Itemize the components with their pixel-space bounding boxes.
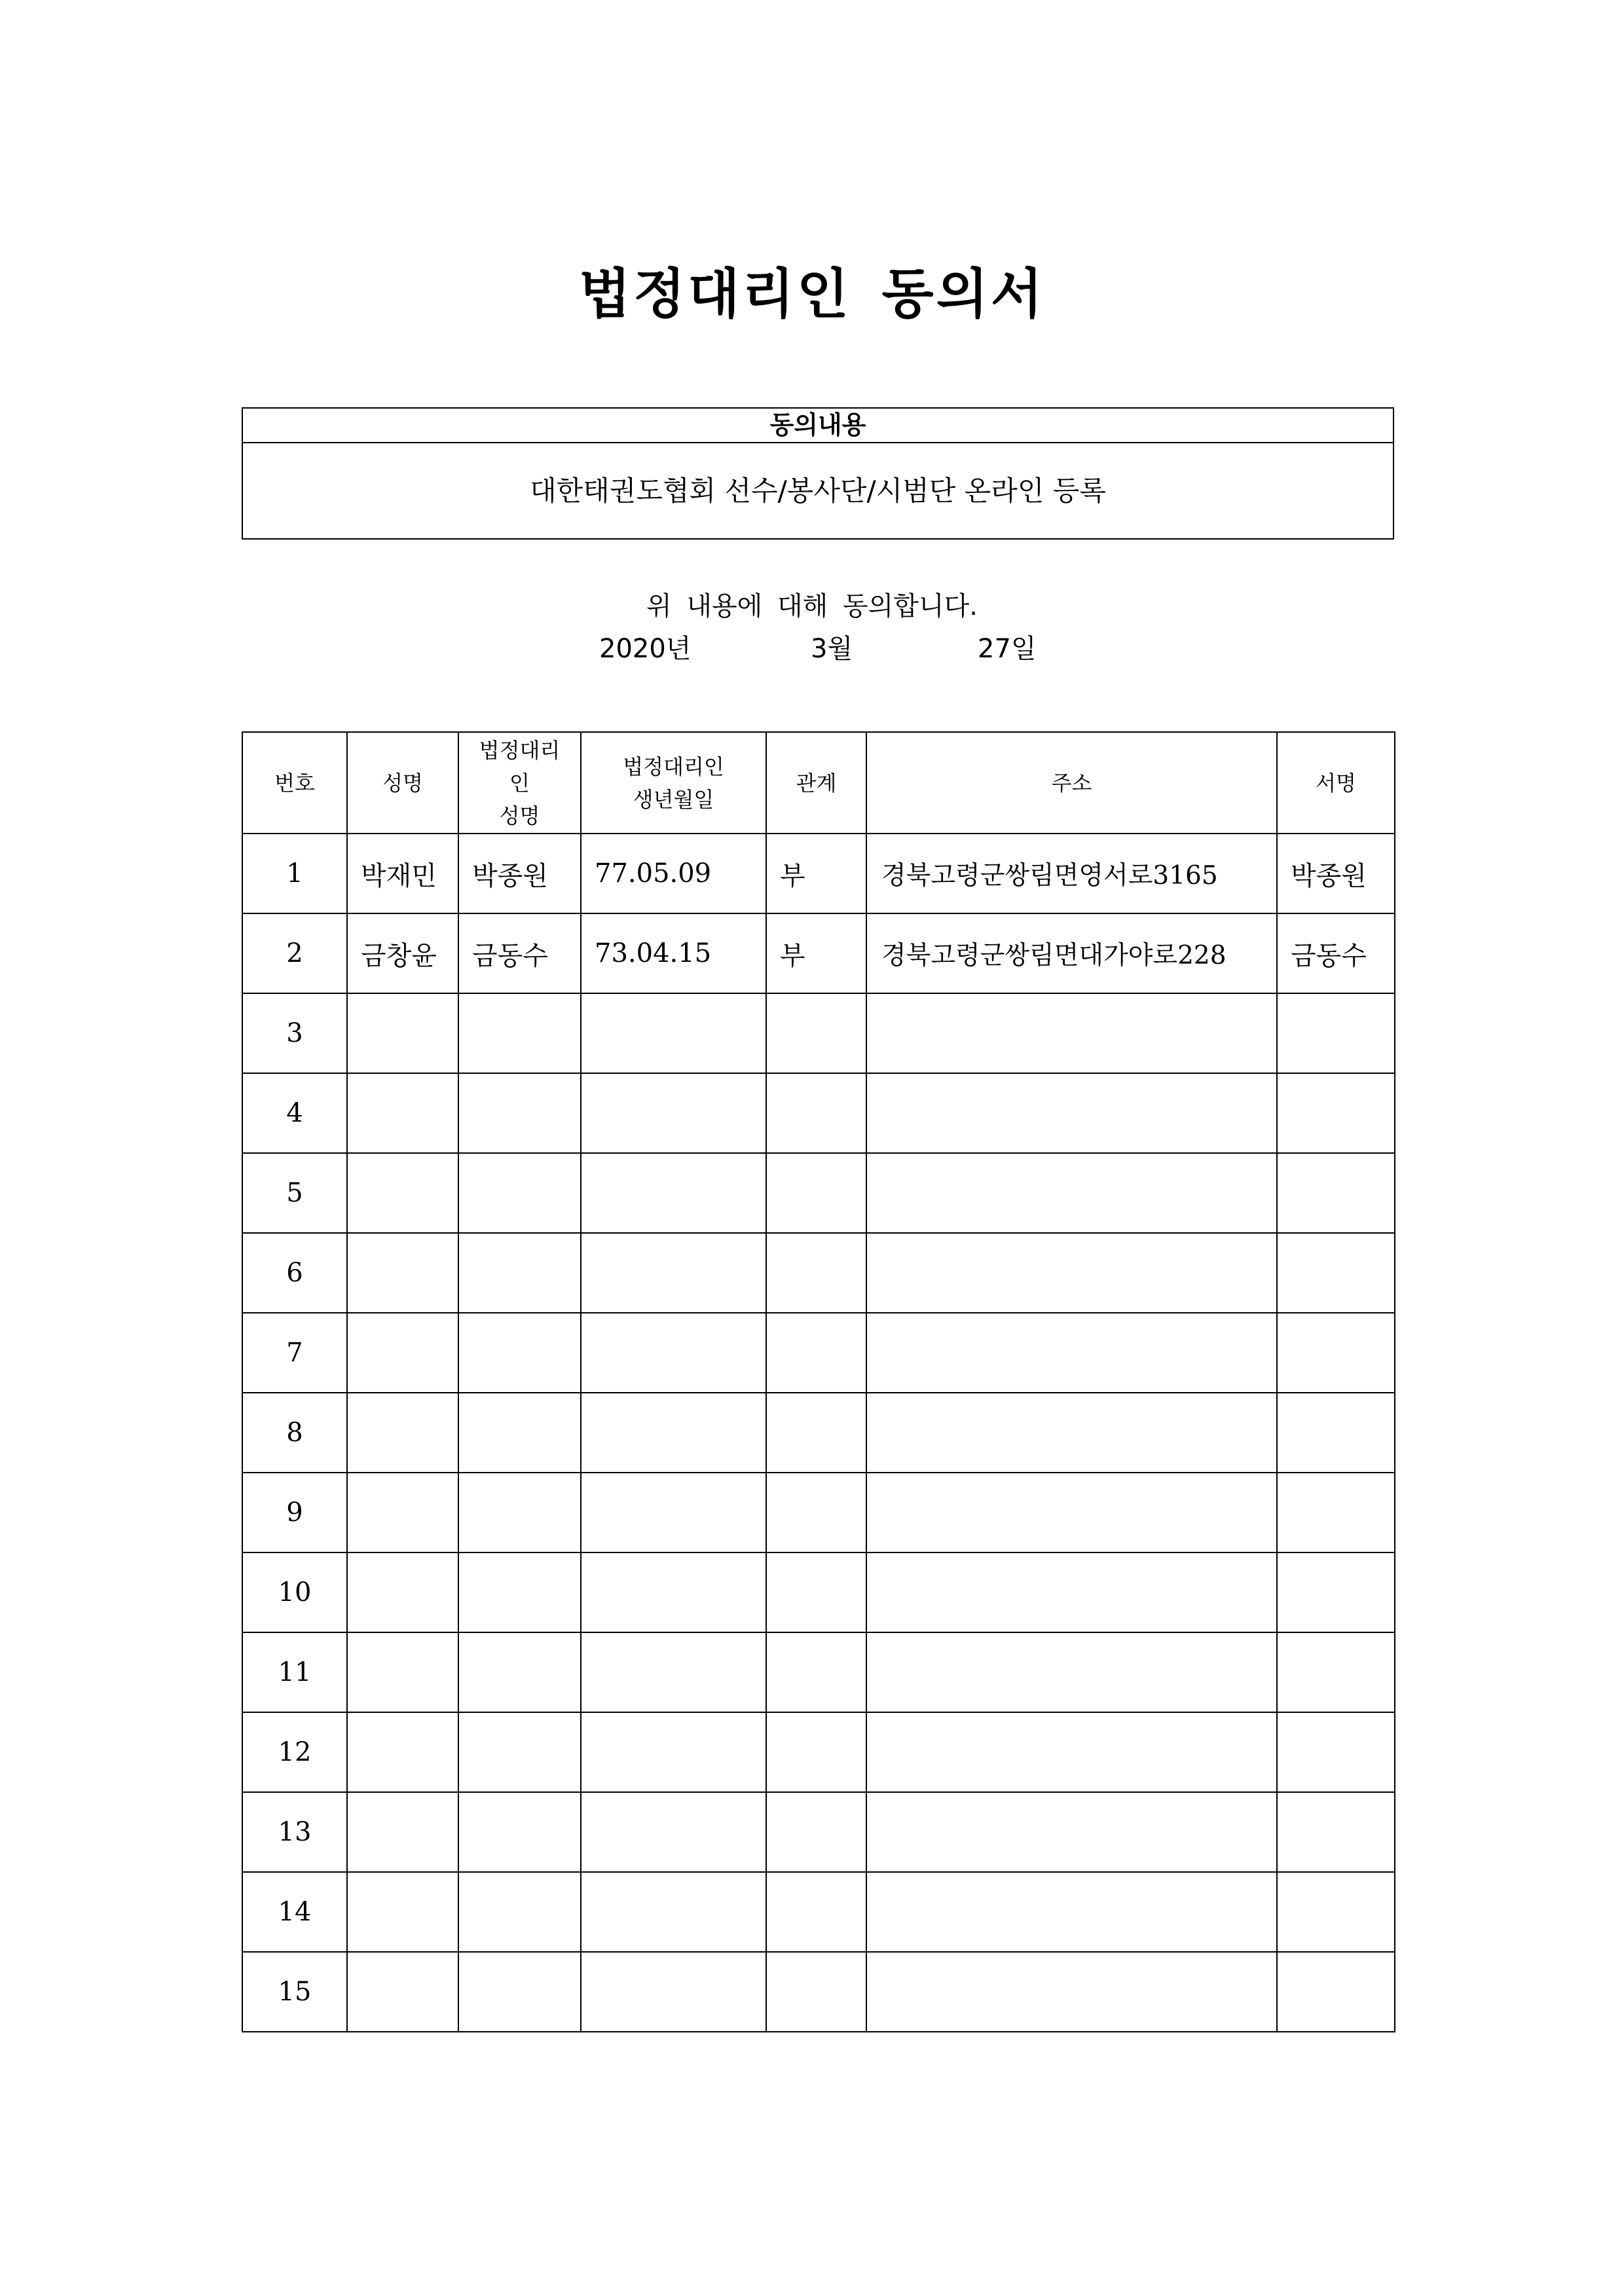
cell-guardian-birth	[581, 1632, 766, 1712]
cell-guardian-birth	[581, 1712, 766, 1792]
header-signature: 서명	[1277, 732, 1395, 834]
cell-name	[347, 1792, 458, 1872]
cell-relation	[766, 1792, 866, 1872]
table-row	[242, 1552, 1395, 1632]
cell-guardian-birth	[581, 1952, 766, 2032]
cell-relation	[766, 1872, 866, 1952]
cell-number: 1	[242, 834, 347, 913]
header-relation: 관계	[766, 732, 866, 834]
cell-signature	[1277, 1073, 1395, 1153]
cell-guardian-name	[458, 1872, 581, 1952]
cell-name	[347, 1552, 458, 1632]
table-row	[242, 1233, 1395, 1313]
cell-address	[866, 1153, 1277, 1233]
cell-guardian-birth	[581, 1473, 766, 1552]
cell-guardian-birth	[581, 1872, 766, 1952]
cell-number: 3	[242, 993, 347, 1073]
cell-name: 금창윤	[347, 913, 458, 993]
cell-guardian-name	[458, 1952, 581, 2032]
cell-address	[866, 993, 1277, 1073]
cell-guardian-name	[458, 993, 581, 1073]
table-row	[242, 1792, 1395, 1872]
cell-guardian-birth	[581, 993, 766, 1073]
cell-guardian-name	[458, 1473, 581, 1552]
cell-signature	[1277, 1952, 1395, 2032]
consent-header: 동의내용	[243, 409, 1393, 443]
cell-guardian-name	[458, 1792, 581, 1872]
cell-signature: 박종원	[1277, 834, 1395, 913]
cell-signature	[1277, 1393, 1395, 1473]
cell-signature	[1277, 1233, 1395, 1313]
cell-relation	[766, 1233, 866, 1313]
cell-signature	[1277, 993, 1395, 1073]
header-number: 번호	[242, 732, 347, 834]
consent-content: 대한태권도협회 선수/봉사단/시범단 온라인 등록	[530, 475, 1106, 507]
cell-signature	[1277, 1792, 1395, 1872]
cell-signature	[1277, 1153, 1395, 1233]
cell-guardian-name: 박종원	[458, 834, 581, 913]
cell-name	[347, 1393, 458, 1473]
cell-guardian-birth: 77.05.09	[581, 834, 766, 913]
cell-number: 13	[242, 1792, 347, 1872]
cell-relation	[766, 993, 866, 1073]
table-row	[242, 1153, 1395, 1233]
cell-number: 11	[242, 1632, 347, 1712]
consent-box	[242, 407, 1394, 540]
header-address: 주소	[866, 732, 1277, 834]
cell-number: 14	[242, 1872, 347, 1952]
cell-guardian-name	[458, 1073, 581, 1153]
header-guardian-birth-line2: 생년월일	[633, 786, 714, 812]
cell-name: 박재민	[347, 834, 458, 913]
cell-name	[347, 1153, 458, 1233]
cell-signature	[1277, 1632, 1395, 1712]
cell-relation	[766, 1153, 866, 1233]
date-month: 3월	[811, 634, 853, 664]
table-row	[242, 1393, 1395, 1473]
cell-name	[347, 1952, 458, 2032]
cell-name	[347, 1473, 458, 1552]
cell-address	[866, 1473, 1277, 1552]
header-guardian-name-line2: 인	[509, 770, 530, 796]
cell-address: 경북고령군쌍림면영서로3165	[866, 834, 1277, 913]
cell-signature	[1277, 1872, 1395, 1952]
cell-name	[347, 1073, 458, 1153]
cell-name	[347, 1632, 458, 1712]
header-guardian-name	[458, 732, 581, 834]
cell-guardian-name	[458, 1712, 581, 1792]
header-guardian-birth-line1: 법정대리인	[623, 754, 724, 779]
cell-relation	[766, 1632, 866, 1712]
table-row	[242, 834, 1395, 913]
header-name: 성명	[347, 732, 458, 834]
cell-name	[347, 1233, 458, 1313]
cell-number: 10	[242, 1552, 347, 1632]
cell-signature: 금동수	[1277, 913, 1395, 993]
cell-relation	[766, 1393, 866, 1473]
cell-name	[347, 1313, 458, 1393]
cell-number: 6	[242, 1233, 347, 1313]
cell-address	[866, 1233, 1277, 1313]
cell-signature	[1277, 1473, 1395, 1552]
cell-number: 15	[242, 1952, 347, 2032]
cell-relation	[766, 1073, 866, 1153]
cell-address	[866, 1792, 1277, 1872]
table-row	[242, 1632, 1395, 1712]
cell-relation	[766, 1552, 866, 1632]
date-day: 27일	[978, 634, 1037, 664]
table-row	[242, 1872, 1395, 1952]
cell-guardian-name: 금동수	[458, 913, 581, 993]
cell-address	[866, 1313, 1277, 1393]
cell-relation	[766, 1313, 866, 1393]
cell-name	[347, 1712, 458, 1792]
cell-guardian-name	[458, 1313, 581, 1393]
cell-address	[866, 1552, 1277, 1632]
cell-address	[866, 1073, 1277, 1153]
agreement-text: 위 내용에 대해 동의합니다.	[646, 591, 978, 621]
cell-signature	[1277, 1712, 1395, 1792]
table-row	[242, 1712, 1395, 1792]
date-year: 2020년	[599, 634, 692, 664]
cell-name	[347, 1872, 458, 1952]
header-guardian-name-line1: 법정대리	[479, 737, 561, 763]
header-guardian-name-line3: 성명	[499, 803, 540, 828]
cell-address	[866, 1872, 1277, 1952]
cell-number: 8	[242, 1393, 347, 1473]
table-header-row	[242, 732, 1395, 834]
cell-guardian-birth	[581, 1792, 766, 1872]
cell-address	[866, 1952, 1277, 2032]
cell-guardian-birth	[581, 1073, 766, 1153]
cell-guardian-birth	[581, 1313, 766, 1393]
header-guardian-birth	[581, 732, 766, 834]
cell-number: 4	[242, 1073, 347, 1153]
guardian-table	[242, 731, 1395, 2032]
cell-guardian-birth	[581, 1393, 766, 1473]
cell-guardian-name	[458, 1233, 581, 1313]
cell-guardian-birth	[581, 1233, 766, 1313]
table-row	[242, 993, 1395, 1073]
cell-guardian-name	[458, 1153, 581, 1233]
cell-number: 9	[242, 1473, 347, 1552]
cell-relation	[766, 1473, 866, 1552]
cell-number: 2	[242, 913, 347, 993]
cell-address	[866, 1712, 1277, 1792]
cell-signature	[1277, 1552, 1395, 1632]
cell-relation	[766, 1952, 866, 2032]
cell-guardian-name	[458, 1393, 581, 1473]
table-row	[242, 913, 1395, 993]
cell-relation: 부	[766, 913, 866, 993]
cell-number: 5	[242, 1153, 347, 1233]
cell-guardian-birth: 73.04.15	[581, 913, 766, 993]
page-title: 법정대리인 동의서	[578, 263, 1046, 325]
table-row	[242, 1473, 1395, 1552]
cell-guardian-birth	[581, 1153, 766, 1233]
cell-relation: 부	[766, 834, 866, 913]
cell-guardian-name	[458, 1552, 581, 1632]
cell-guardian-name	[458, 1632, 581, 1712]
cell-number: 12	[242, 1712, 347, 1792]
cell-number: 7	[242, 1313, 347, 1393]
cell-address	[866, 1393, 1277, 1473]
cell-signature	[1277, 1313, 1395, 1393]
cell-name	[347, 993, 458, 1073]
cell-guardian-birth	[581, 1552, 766, 1632]
cell-relation	[766, 1712, 866, 1792]
cell-address	[866, 1632, 1277, 1712]
table-row	[242, 1073, 1395, 1153]
cell-address: 경북고령군쌍림면대가야로228	[866, 913, 1277, 993]
table-row	[242, 1952, 1395, 2032]
table-row	[242, 1313, 1395, 1393]
